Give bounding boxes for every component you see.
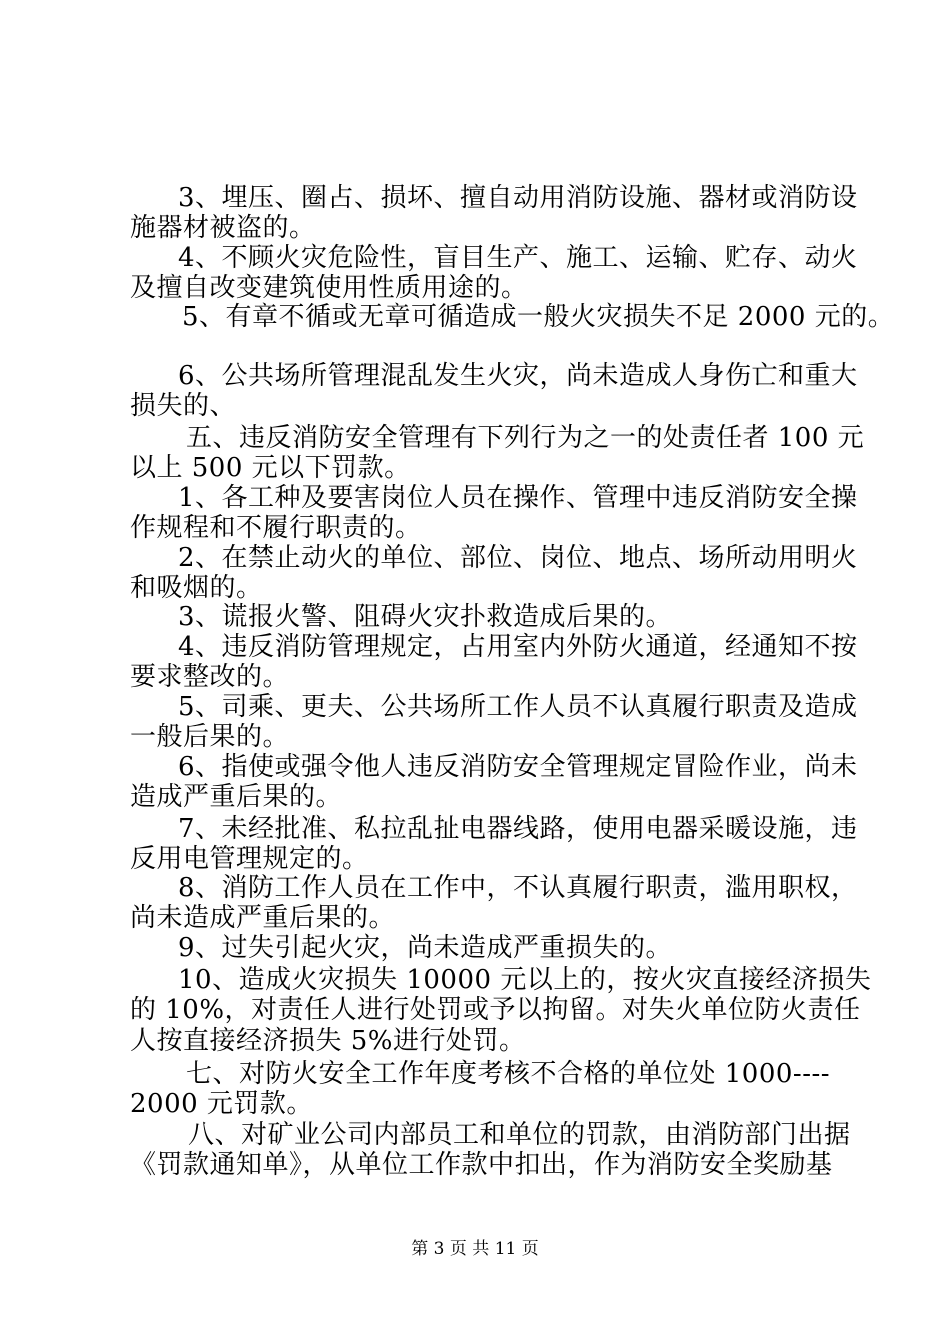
paragraph-12-line-1: 7、未经批准、私拉乱扯电器线路，使用电器采暖设施，违 [178, 814, 858, 844]
paragraph-2-line-2: 及擅自改变建筑使用性质用途的。 [130, 273, 528, 303]
paragraph-17-line-1: 八、对矿业公司内部员工和单位的罚款，由消防部门出据 [188, 1120, 851, 1150]
paragraph-17-line-2: 《罚款通知单》，从单位工作款中扣出，作为消防安全奖励基 [130, 1150, 833, 1180]
paragraph-11-line-2: 造成严重后果的。 [130, 782, 343, 812]
page-footer: 第 3 页 共 11 页 [411, 1239, 539, 1259]
paragraph-5-line-2: 以上 500 元以下罚款。 [130, 453, 411, 483]
paragraph-11-line-1: 6、指使或强令他人违反消防安全管理规定冒险作业，尚未 [178, 752, 858, 782]
paragraph-5-line-1: 五、违反消防安全管理有下列行为之一的处责任者 100 元 [186, 423, 865, 453]
paragraph-14-line-1: 9、过失引起火灾，尚未造成严重损失的。 [178, 933, 673, 963]
paragraph-15-line-2: 的 10%，对责任人进行处罚或予以拘留。对失火单位防火责任 [130, 995, 861, 1025]
paragraph-1-line-1: 3、埋压、圈占、损坏、擅自动用消防设施、器材或消防设 [178, 183, 858, 213]
paragraph-6-line-2: 作规程和不履行职责的。 [130, 513, 422, 543]
paragraph-8-line-1: 3、谎报火警、阻碍火灾扑救造成后果的。 [178, 602, 673, 632]
paragraph-2-line-1: 4、不顾火灾危险性，盲目生产、施工、运输、贮存、动火 [178, 243, 858, 273]
paragraph-9-line-1: 4、违反消防管理规定，占用室内外防火通道，经通知不按 [178, 632, 858, 662]
paragraph-10-line-1: 5、司乘、更夫、公共场所工作人员不认真履行职责及造成 [178, 692, 858, 722]
paragraph-10-line-2: 一般后果的。 [130, 722, 290, 752]
paragraph-13-line-1: 8、消防工作人员在工作中，不认真履行职责，滥用职权， [178, 873, 858, 903]
paragraph-7-line-2: 和吸烟的。 [130, 573, 263, 603]
paragraph-1-line-2: 施器材被盗的。 [130, 213, 316, 243]
paragraph-3-line-1: 5、有章不循或无章可循造成一般火灾损失不足 2000 元的。 [182, 302, 895, 332]
paragraph-16-line-1: 七、对防火安全工作年度考核不合格的单位处 1000---- [186, 1059, 831, 1089]
paragraph-7-line-1: 2、在禁止动火的单位、部位、岗位、地点、场所动用明火 [178, 543, 858, 573]
paragraph-13-line-2: 尚未造成严重后果的。 [130, 903, 396, 933]
paragraph-15-line-1: 10、造成火灾损失 10000 元以上的，按火灾直接经济损失 [178, 965, 872, 995]
paragraph-9-line-2: 要求整改的。 [130, 662, 290, 692]
paragraph-12-line-2: 反用电管理规定的。 [130, 844, 369, 874]
paragraph-16-line-2: 2000 元罚款。 [130, 1089, 313, 1119]
paragraph-15-line-3: 人按直接经济损失 5%进行处罚。 [130, 1026, 526, 1056]
paragraph-4-line-1: 6、公共场所管理混乱发生火灾，尚未造成人身伤亡和重大 [178, 361, 858, 391]
paragraph-4-line-2: 损失的、 [130, 391, 237, 421]
paragraph-6-line-1: 1、各工种及要害岗位人员在操作、管理中违反消防安全操 [178, 483, 858, 513]
